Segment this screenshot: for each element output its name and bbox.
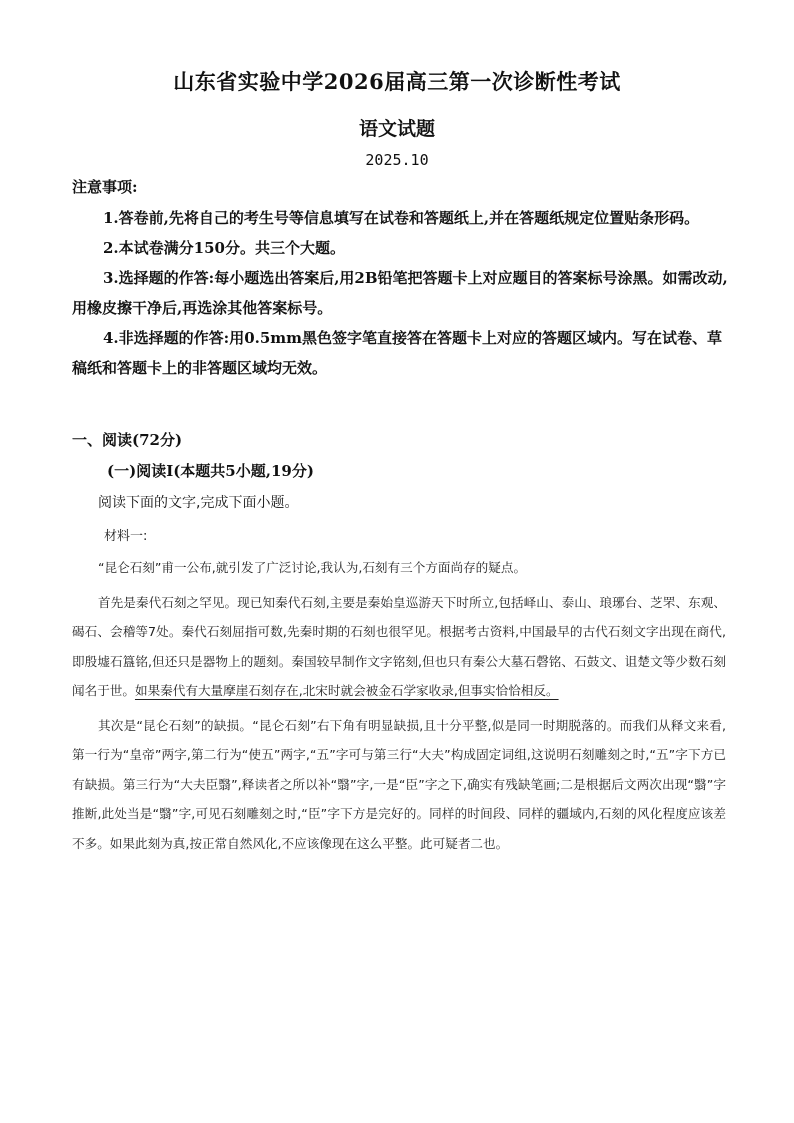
- underlined-sentence: 如果秦代有大量摩崖石刻存在,北宋时就会被金石学家收录,但事实恰恰相反。: [134, 683, 559, 698]
- passage-paragraph-3: 其次是“昆仑石刻”的缺损。“昆仑石刻”右下角有明显缺损,且十分平整,似是同一时期脱落的。而我们从释文来看,第一行为“皇帝”两字,第二行为“使五”两字,“五”字可与第三行“大夫”构成固定词组,这说明石刻雕刻之时,“五”字下方已有缺损。第三行为“大夫臣翳”,释读者之所以补“翳”字,一是“臣”字之下,确实有残缺笔画;二是根据后文两次出现“翳”字推断,此处当是“翳”字,可见石刻雕刻之时,“臣”字下方是完好的。同样的时间段、同样的疆域内,石刻的风化程度应该差不多。如果此刻为真,按正常自然风化,不应该像现在这么平整。此可疑者二也。: [72, 717, 726, 851]
- section-title: 一、阅读(72分): [72, 431, 183, 449]
- notes-block: [72, 176, 732, 383]
- subsection-title: (一)阅读Ⅰ(本题共5小题,19分): [107, 462, 314, 480]
- passage-paragraph-2-text: 首先是秦代石刻之罕见。现已知秦代石刻,主要是秦始皇巡游天下时所立,包括峄山、泰山、琅琊台、芝罘、东观、碣石、会稽等7处。秦代石刻屈指可数,先秦时期的石刻也很罕见。根据考古资料,中国最早的古代石刻文字出现在商代,即殷墟石簋铭,但还只是器物上的题刻。秦国较早制作文字铭刻,但也只有秦公大墓石磬铭、石鼓文、诅楚文等少数石刻闻名于世。: [72, 594, 726, 698]
- note-item-4: 4.非选择题的作答:用0.5mm黑色签字笔直接答在答题卡上对应的答题区域内。写在试卷、草稿纸和答题卡上的非答题区域均无效。: [72, 329, 723, 377]
- note-item-3: 3.选择题的作答:每小题选出答案后,用2B铅笔把答题卡上对应题目的答案标号涂黑。如需改动,用橡皮擦干净后,再选涂其他答案标号。: [72, 269, 728, 317]
- material-label: 材料一:: [104, 529, 148, 544]
- notes-heading: 注意事项:: [72, 178, 138, 196]
- passage: [72, 553, 726, 863]
- exam-title: 山东省实验中学2026届高三第一次诊断性考试: [173, 69, 621, 94]
- passage-paragraph-2: [72, 588, 726, 706]
- exam-subtitle: 语文试题: [358, 118, 435, 140]
- note-item-1: 1.答卷前,先将自己的考生号等信息填写在试卷和答题纸上,并在答题纸规定位置贴条形码。: [103, 209, 700, 227]
- reading-instruction: 阅读下面的文字,完成下面小题。: [98, 495, 299, 511]
- exam-date: 2025.10: [365, 151, 429, 169]
- passage-paragraph-1: “昆仑石刻”甫一公布,就引发了广泛讨论,我认为,石刻有三个方面尚存的疑点。: [98, 560, 527, 575]
- note-item-2: 2.本试卷满分150分。共三个大题。: [103, 239, 345, 257]
